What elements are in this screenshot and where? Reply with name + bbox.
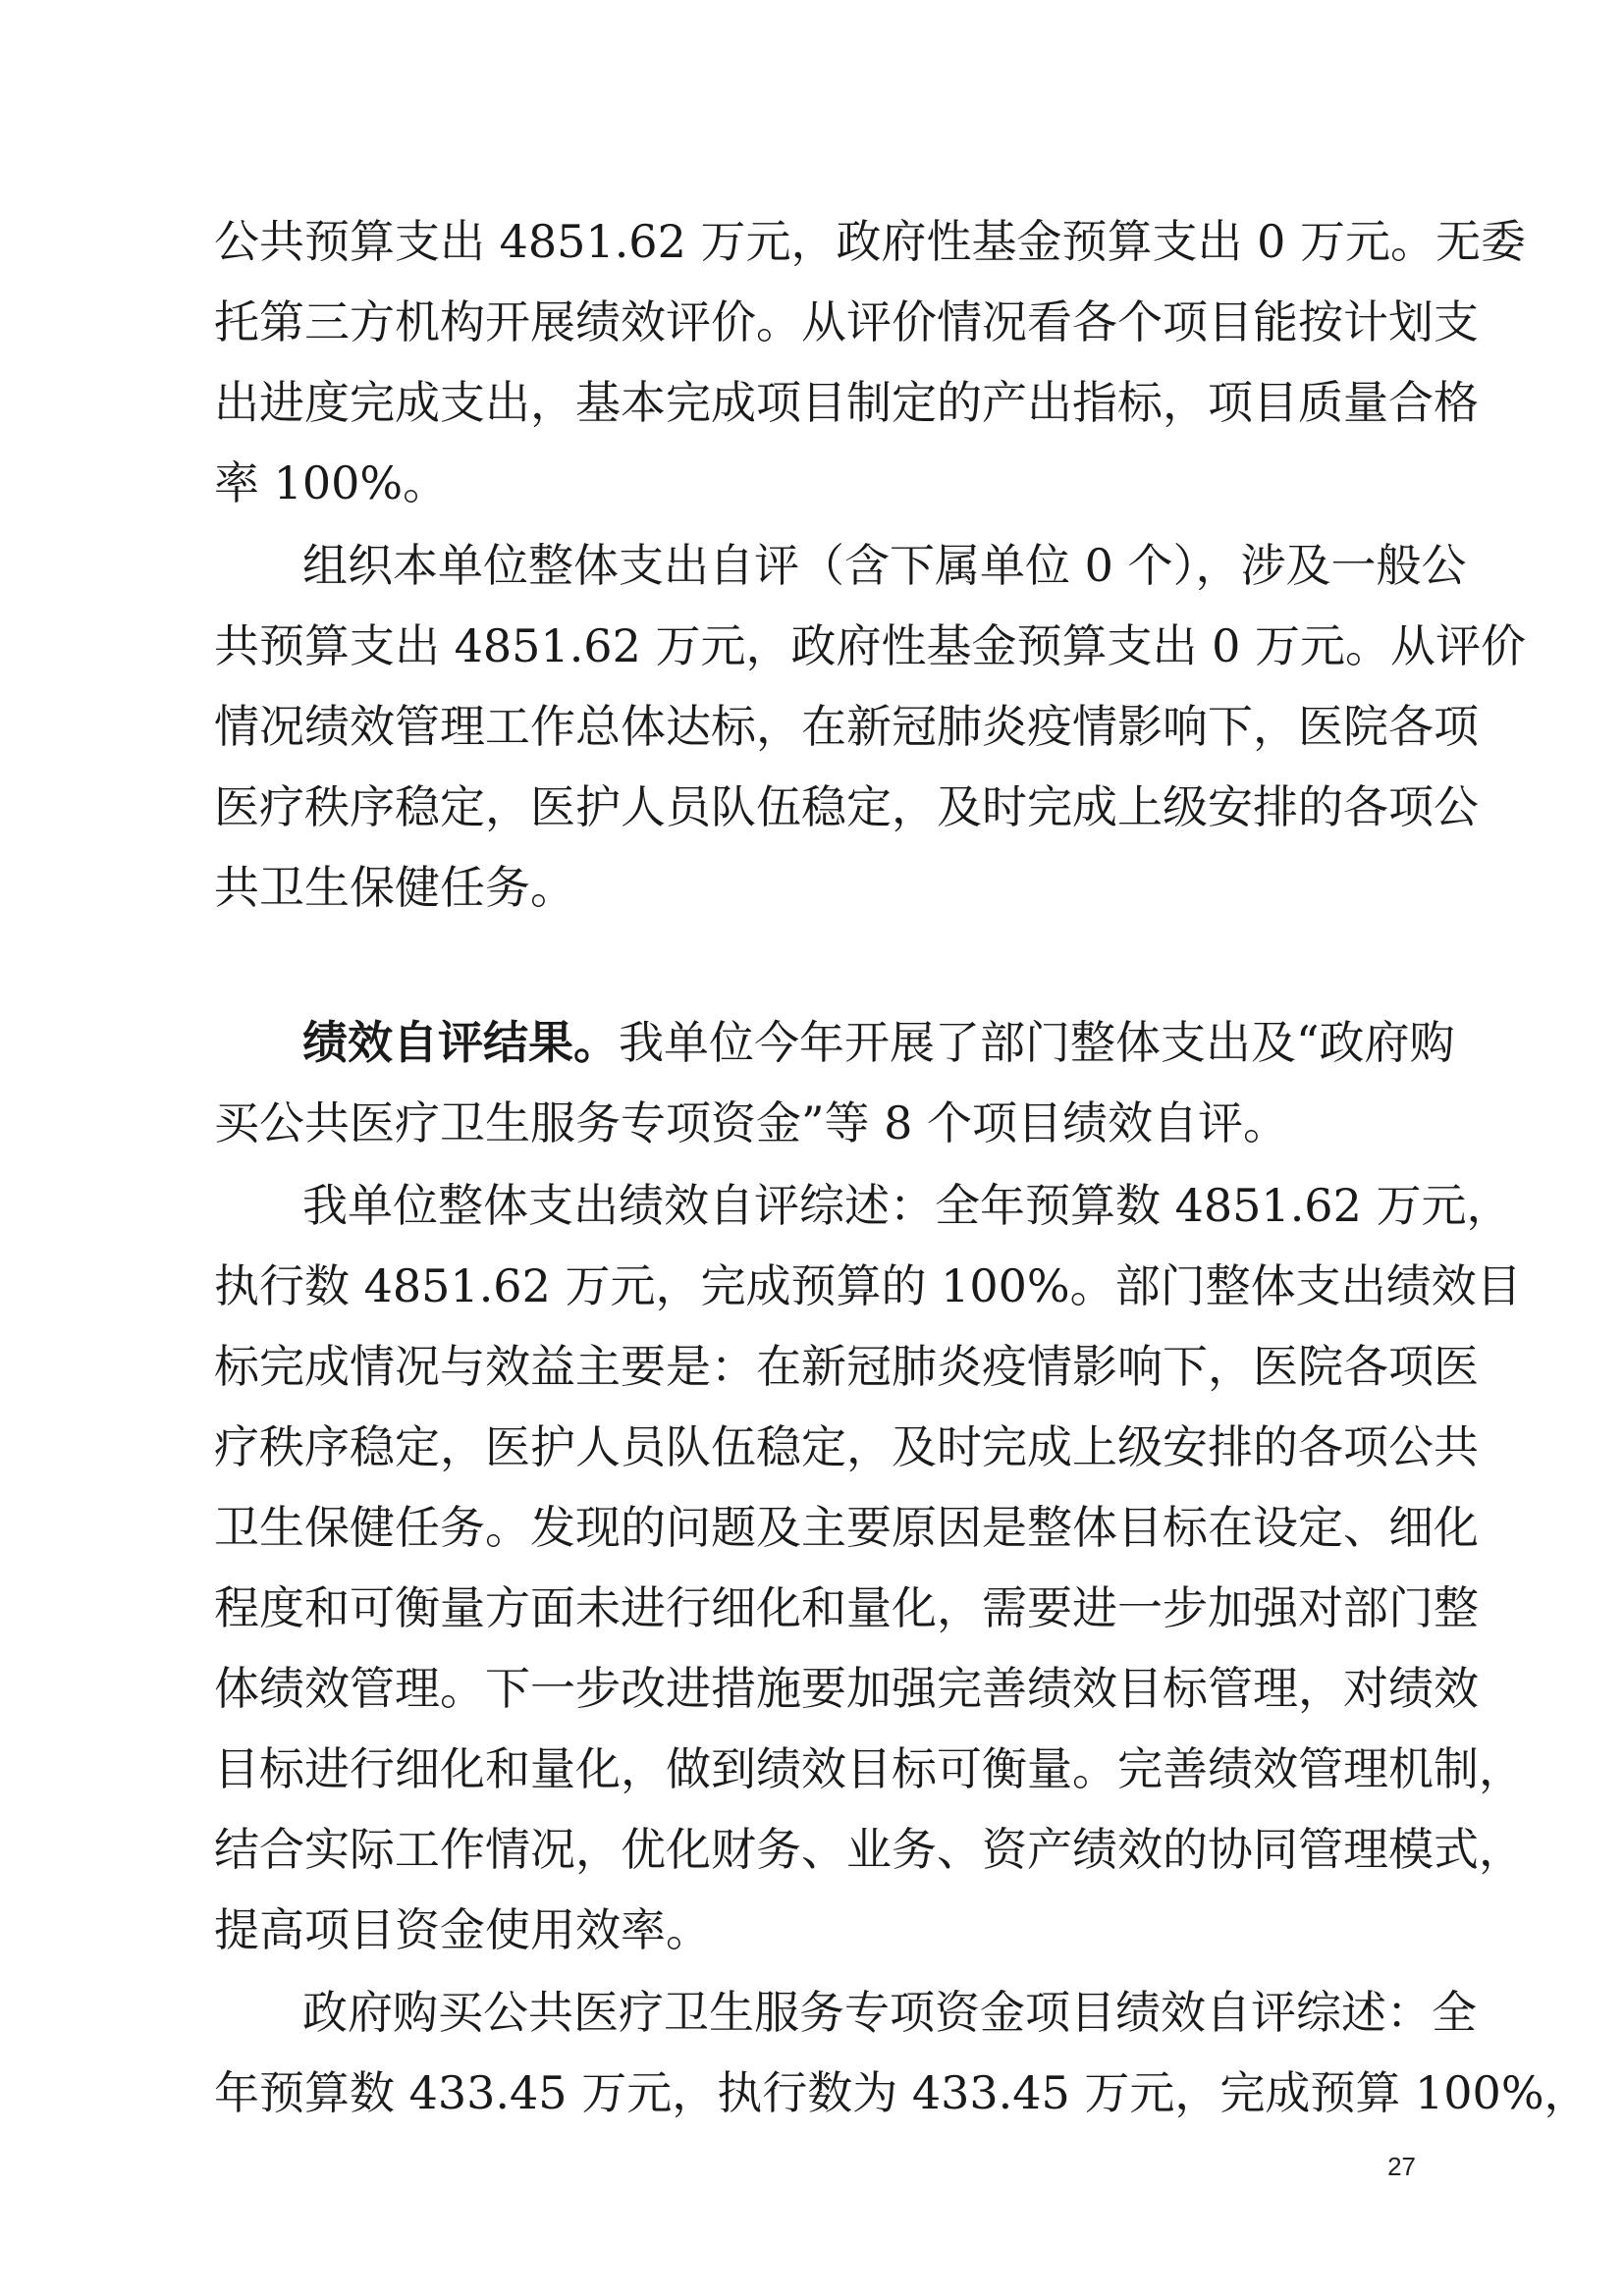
text-line: 托第三方机构开展绩效评价。从评价情况看各个项目能按计划支 — [214, 295, 1479, 348]
text-line: 共卫生保健任务。 — [214, 861, 575, 914]
text-line: 疗秩序稳定，医护人员队伍稳定，及时完成上级安排的各项公共 — [214, 1420, 1479, 1473]
text-line: 出进度完成支出，基本完成项目制定的产出指标，项目质量合格 — [214, 376, 1479, 429]
text-line: 卫生保健任务。发现的问题及主要原因是整体目标在设定、细化 — [214, 1501, 1479, 1554]
text-line — [302, 1003, 1455, 1082]
text-line: 结合实际工作情况，优化财务、业务、资产绩效的协同管理模式， — [214, 1823, 1524, 1876]
section-heading: 绩效自评结果。 — [302, 1016, 619, 1069]
text-line: 体绩效管理。下一步改进措施要加强完善绩效目标管理，对绩效 — [214, 1662, 1479, 1715]
text-line: 提高项目资金使用效率。 — [214, 1903, 711, 1956]
text-line: 公共预算支出 4851.62 万元，政府性基金预算支出 0 万元。无委 — [214, 215, 1526, 268]
text-line: 情况绩效管理工作总体达标，在新冠肺炎疫情影响下，医院各项 — [214, 700, 1479, 753]
text-line: 医疗秩序稳定，医护人员队伍稳定，及时完成上级安排的各项公 — [214, 780, 1479, 833]
text-line: 我单位整体支出绩效自评综述：全年预算数 4851.62 万元， — [302, 1179, 1512, 1232]
page-number: 27 — [1387, 2152, 1416, 2181]
text-line: 目标进行细化和量化，做到绩效目标可衡量。完善绩效管理机制， — [214, 1742, 1524, 1795]
text-line: 标完成情况与效益主要是：在新冠肺炎疫情影响下，医院各项医 — [214, 1340, 1479, 1393]
text-line: 执行数 4851.62 万元，完成预算的 100%。部门整体支出绩效目 — [214, 1259, 1522, 1312]
text-span: 我单位今年开展了部门整体支出及“政府购 — [619, 1016, 1455, 1069]
text-line: 政府购买公共医疗卫生服务专项资金项目绩效自评综述：全 — [302, 1986, 1477, 2039]
text-line: 率 100%。 — [214, 456, 449, 509]
text-line: 共预算支出 4851.62 万元，政府性基金预算支出 0 万元。从评价 — [214, 619, 1526, 672]
text-line: 组织本单位整体支出自评（含下属单位 0 个），涉及一般公 — [302, 539, 1467, 592]
text-line: 程度和可衡量方面未进行细化和量化，需要进一步加强对部门整 — [214, 1581, 1479, 1634]
text-line: 年预算数 433.45 万元，执行数为 433.45 万元，完成预算 100%， — [214, 2066, 1590, 2119]
text-line: 买公共医疗卫生服务专项资金”等 8 个项目绩效自评。 — [214, 1096, 1289, 1149]
